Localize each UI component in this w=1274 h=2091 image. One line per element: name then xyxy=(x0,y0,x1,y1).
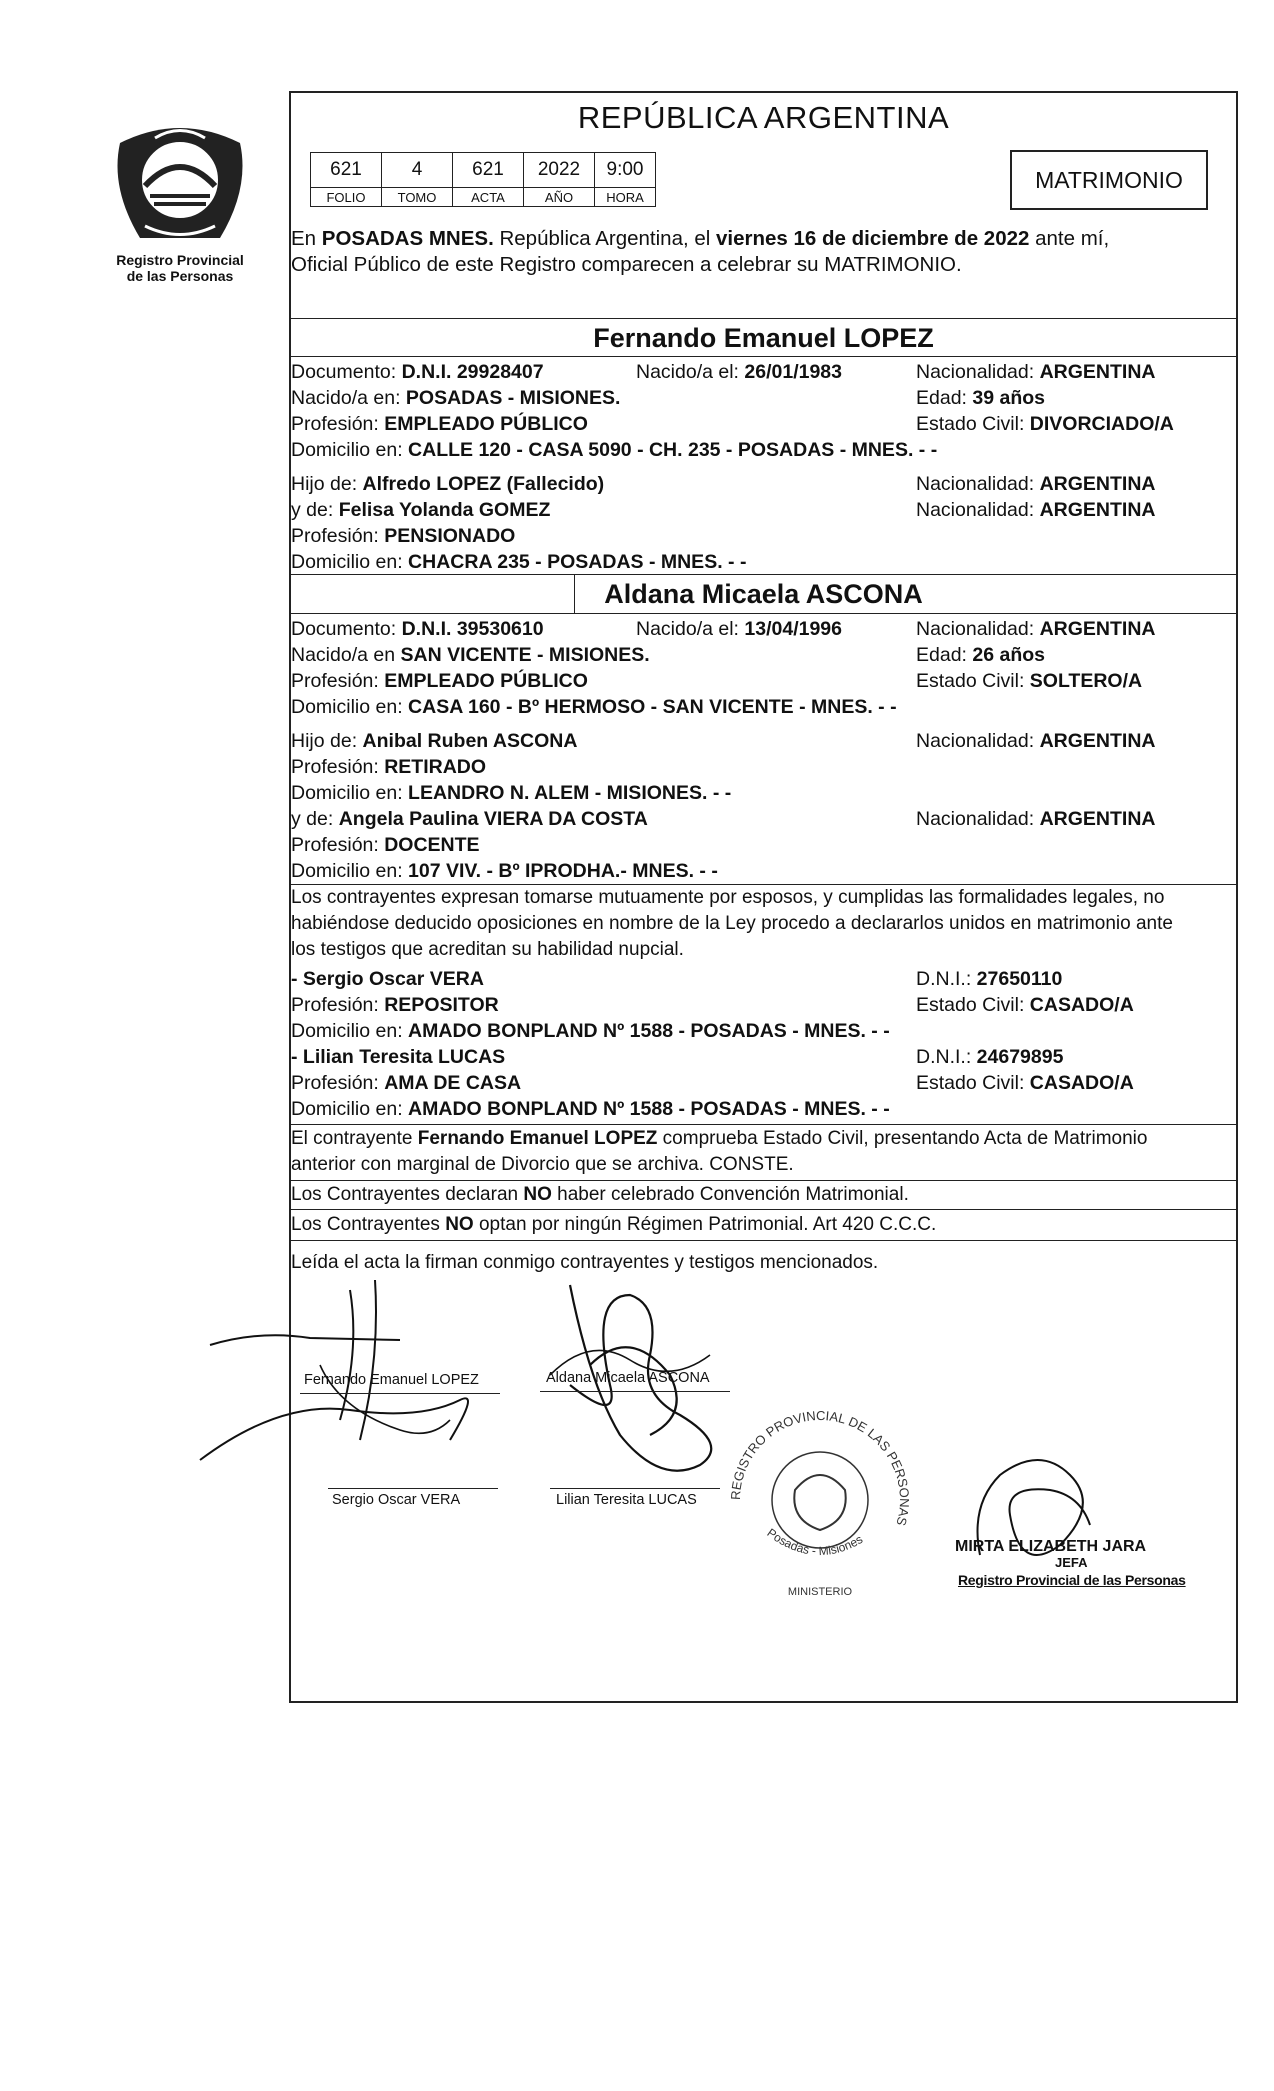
bride-mother-nationality: Nacionalidad: ARGENTINA xyxy=(916,808,1156,830)
stamp-ring-text: REGISTRO PROVINCIAL DE LAS PERSONAS xyxy=(727,1407,913,1528)
logo-caption-line-1: Registro Provincial xyxy=(116,252,244,268)
witness-2-dni: D.N.I.: 24679895 xyxy=(916,1046,1064,1068)
stamp-bottom-text: Posadas - Misiones xyxy=(764,1525,866,1559)
official-stamp xyxy=(720,1400,920,1600)
anio-label: AÑO xyxy=(524,188,595,207)
stamp-lower-text: MINISTERIO xyxy=(787,1586,853,1598)
folio-value: 621 xyxy=(311,153,382,188)
tomo-value: 4 xyxy=(382,153,453,188)
witness-2-profession: Profesión: AMA DE CASA xyxy=(291,1072,522,1094)
hora-label: HORA xyxy=(595,188,656,207)
groom-mother-nationality: Nacionalidad: ARGENTINA xyxy=(916,499,1156,521)
bride-name-heading: Aldana Micaela ASCONA xyxy=(604,579,923,609)
officer-title: JEFA xyxy=(1055,1555,1088,1570)
bride-father: Hijo de: Anibal Ruben ASCONA xyxy=(291,730,578,752)
bride-address: Domicilio en: CASA 160 - Bº HERMOSO - SAN VICENTE - MNES. - - xyxy=(291,696,897,718)
tomo-label: TOMO xyxy=(382,188,453,207)
bride-mother-address: Domicilio en: 107 VIV. - Bº IPRODHA.- MNES. - - xyxy=(291,860,718,882)
acta-value: 621 xyxy=(453,153,524,188)
groom-mother: y de: Felisa Yolanda GOMEZ xyxy=(291,499,551,521)
witness-2-address: Domicilio en: AMADO BONPLAND Nº 1588 - POSADAS - MNES. - - xyxy=(291,1098,890,1120)
groom-civil-status: Estado Civil: DIVORCIADO/A xyxy=(916,413,1174,435)
groom-parents-address: Domicilio en: CHACRA 235 - POSADAS - MNES. - - xyxy=(291,551,747,573)
bride-profession: Profesión: EMPLEADO PÚBLICO xyxy=(291,670,588,692)
witness-2-name: - Lilian Teresita LUCAS xyxy=(291,1046,506,1068)
groom-signature-label: Fernando Emanuel LOPEZ xyxy=(304,1372,479,1388)
groom-father-nationality: Nacionalidad: ARGENTINA xyxy=(916,473,1156,495)
bride-civil-status: Estado Civil: SOLTERO/A xyxy=(916,670,1143,692)
note-line-1: El contrayente Fernando Emanuel LOPEZ comprueba Estado Civil, presentando Acta de Matrimonio xyxy=(291,1128,1148,1149)
witness-2-civil-status: Estado Civil: CASADO/A xyxy=(916,1072,1134,1094)
intro-line-1: En POSADAS MNES. República Argentina, el viernes 16 de diciembre de 2022 ante mí, xyxy=(291,227,1110,250)
bride-document: Documento: D.N.I. 39530610 xyxy=(291,618,544,640)
registry-reference-table xyxy=(310,152,656,207)
groom-profession: Profesión: EMPLEADO PÚBLICO xyxy=(291,413,588,435)
folio-label: FOLIO xyxy=(311,188,382,207)
witness-2-signature-label: Lilian Teresita LUCAS xyxy=(556,1492,697,1508)
bride-father-nationality: Nacionalidad: ARGENTINA xyxy=(916,730,1156,752)
groom-address: Domicilio en: CALLE 120 - CASA 5090 - CH. 235 - POSADAS - MNES. - - xyxy=(291,439,938,461)
declaration-line-1: Los contrayentes expresan tomarse mutuamente por esposos, y cumplidas las formalidades legales, no xyxy=(291,887,1165,908)
note-line-2: anterior con marginal de Divorcio que se archiva. CONSTE. xyxy=(291,1154,794,1175)
anio-value: 2022 xyxy=(524,153,595,188)
bride-age: Edad: 26 años xyxy=(916,644,1046,666)
convention-line-1: Los Contrayentes declaran NO haber celebrado Convención Matrimonial. xyxy=(291,1184,909,1205)
bride-father-address: Domicilio en: LEANDRO N. ALEM - MISIONES. - - xyxy=(291,782,732,804)
groom-nationality: Nacionalidad: ARGENTINA xyxy=(916,361,1156,383)
bride-nationality: Nacionalidad: ARGENTINA xyxy=(916,618,1156,640)
witness-1-civil-status: Estado Civil: CASADO/A xyxy=(916,994,1134,1016)
convention-line-2: Los Contrayentes NO optan por ningún Régimen Patrimonial. Art 420 C.C.C. xyxy=(291,1214,937,1235)
logo-caption-line-2: de las Personas xyxy=(126,268,234,284)
bride-signature-label: Aldana Micaela ASCONA xyxy=(546,1370,710,1386)
intro-line-2: Oficial Público de este Registro comparecen a celebrar su MATRIMONIO. xyxy=(291,253,962,276)
officer-organization: Registro Provincial de las Personas xyxy=(958,1572,1186,1588)
groom-birthplace: Nacido/a en: POSADAS - MISIONES. xyxy=(291,387,621,409)
registry-logo-caption xyxy=(95,252,265,284)
witness-1-name: - Sergio Oscar VERA xyxy=(291,968,484,990)
groom-name-heading: Fernando Emanuel LOPEZ xyxy=(593,323,934,353)
bride-birthdate: Nacido/a el: 13/04/1996 xyxy=(636,618,843,640)
groom-parents-profession: Profesión: PENSIONADO xyxy=(291,525,516,547)
bride-father-profession: Profesión: RETIRADO xyxy=(291,756,487,778)
bride-mother-profession: Profesión: DOCENTE xyxy=(291,834,480,856)
closing-text: Leída el acta la firman conmigo contrayentes y testigos mencionados. xyxy=(291,1252,879,1273)
document-type-box: MATRIMONIO xyxy=(1010,150,1208,210)
acta-label: ACTA xyxy=(453,188,524,207)
witness-1-profession: Profesión: REPOSITOR xyxy=(291,994,499,1016)
groom-document: Documento: D.N.I. 29928407 xyxy=(291,361,544,383)
officer-name: MIRTA ELIZABETH JARA xyxy=(955,1538,1147,1555)
witness-1-signature-label: Sergio Oscar VERA xyxy=(332,1492,461,1508)
declaration-line-2: habiéndose deducido oposiciones en nombre de la Ley procedo a declararlos unidos en matrimonio ante xyxy=(291,913,1173,934)
bride-mother: y de: Angela Paulina VIERA DA COSTA xyxy=(291,808,648,830)
witness-1-address: Domicilio en: AMADO BONPLAND Nº 1588 - POSADAS - MNES. - - xyxy=(291,1020,890,1042)
groom-father: Hijo de: Alfredo LOPEZ (Fallecido) xyxy=(291,473,605,495)
country-title: REPÚBLICA ARGENTINA xyxy=(577,100,950,135)
bride-birthplace: Nacido/a en SAN VICENTE - MISIONES. xyxy=(291,644,650,666)
hora-value: 9:00 xyxy=(595,153,656,188)
declaration-line-3: los testigos que acreditan su habilidad nupcial. xyxy=(291,939,684,960)
groom-age: Edad: 39 años xyxy=(916,387,1046,409)
groom-birthdate: Nacido/a el: 26/01/1983 xyxy=(636,361,843,383)
witness-1-dni: D.N.I.: 27650110 xyxy=(916,968,1063,990)
